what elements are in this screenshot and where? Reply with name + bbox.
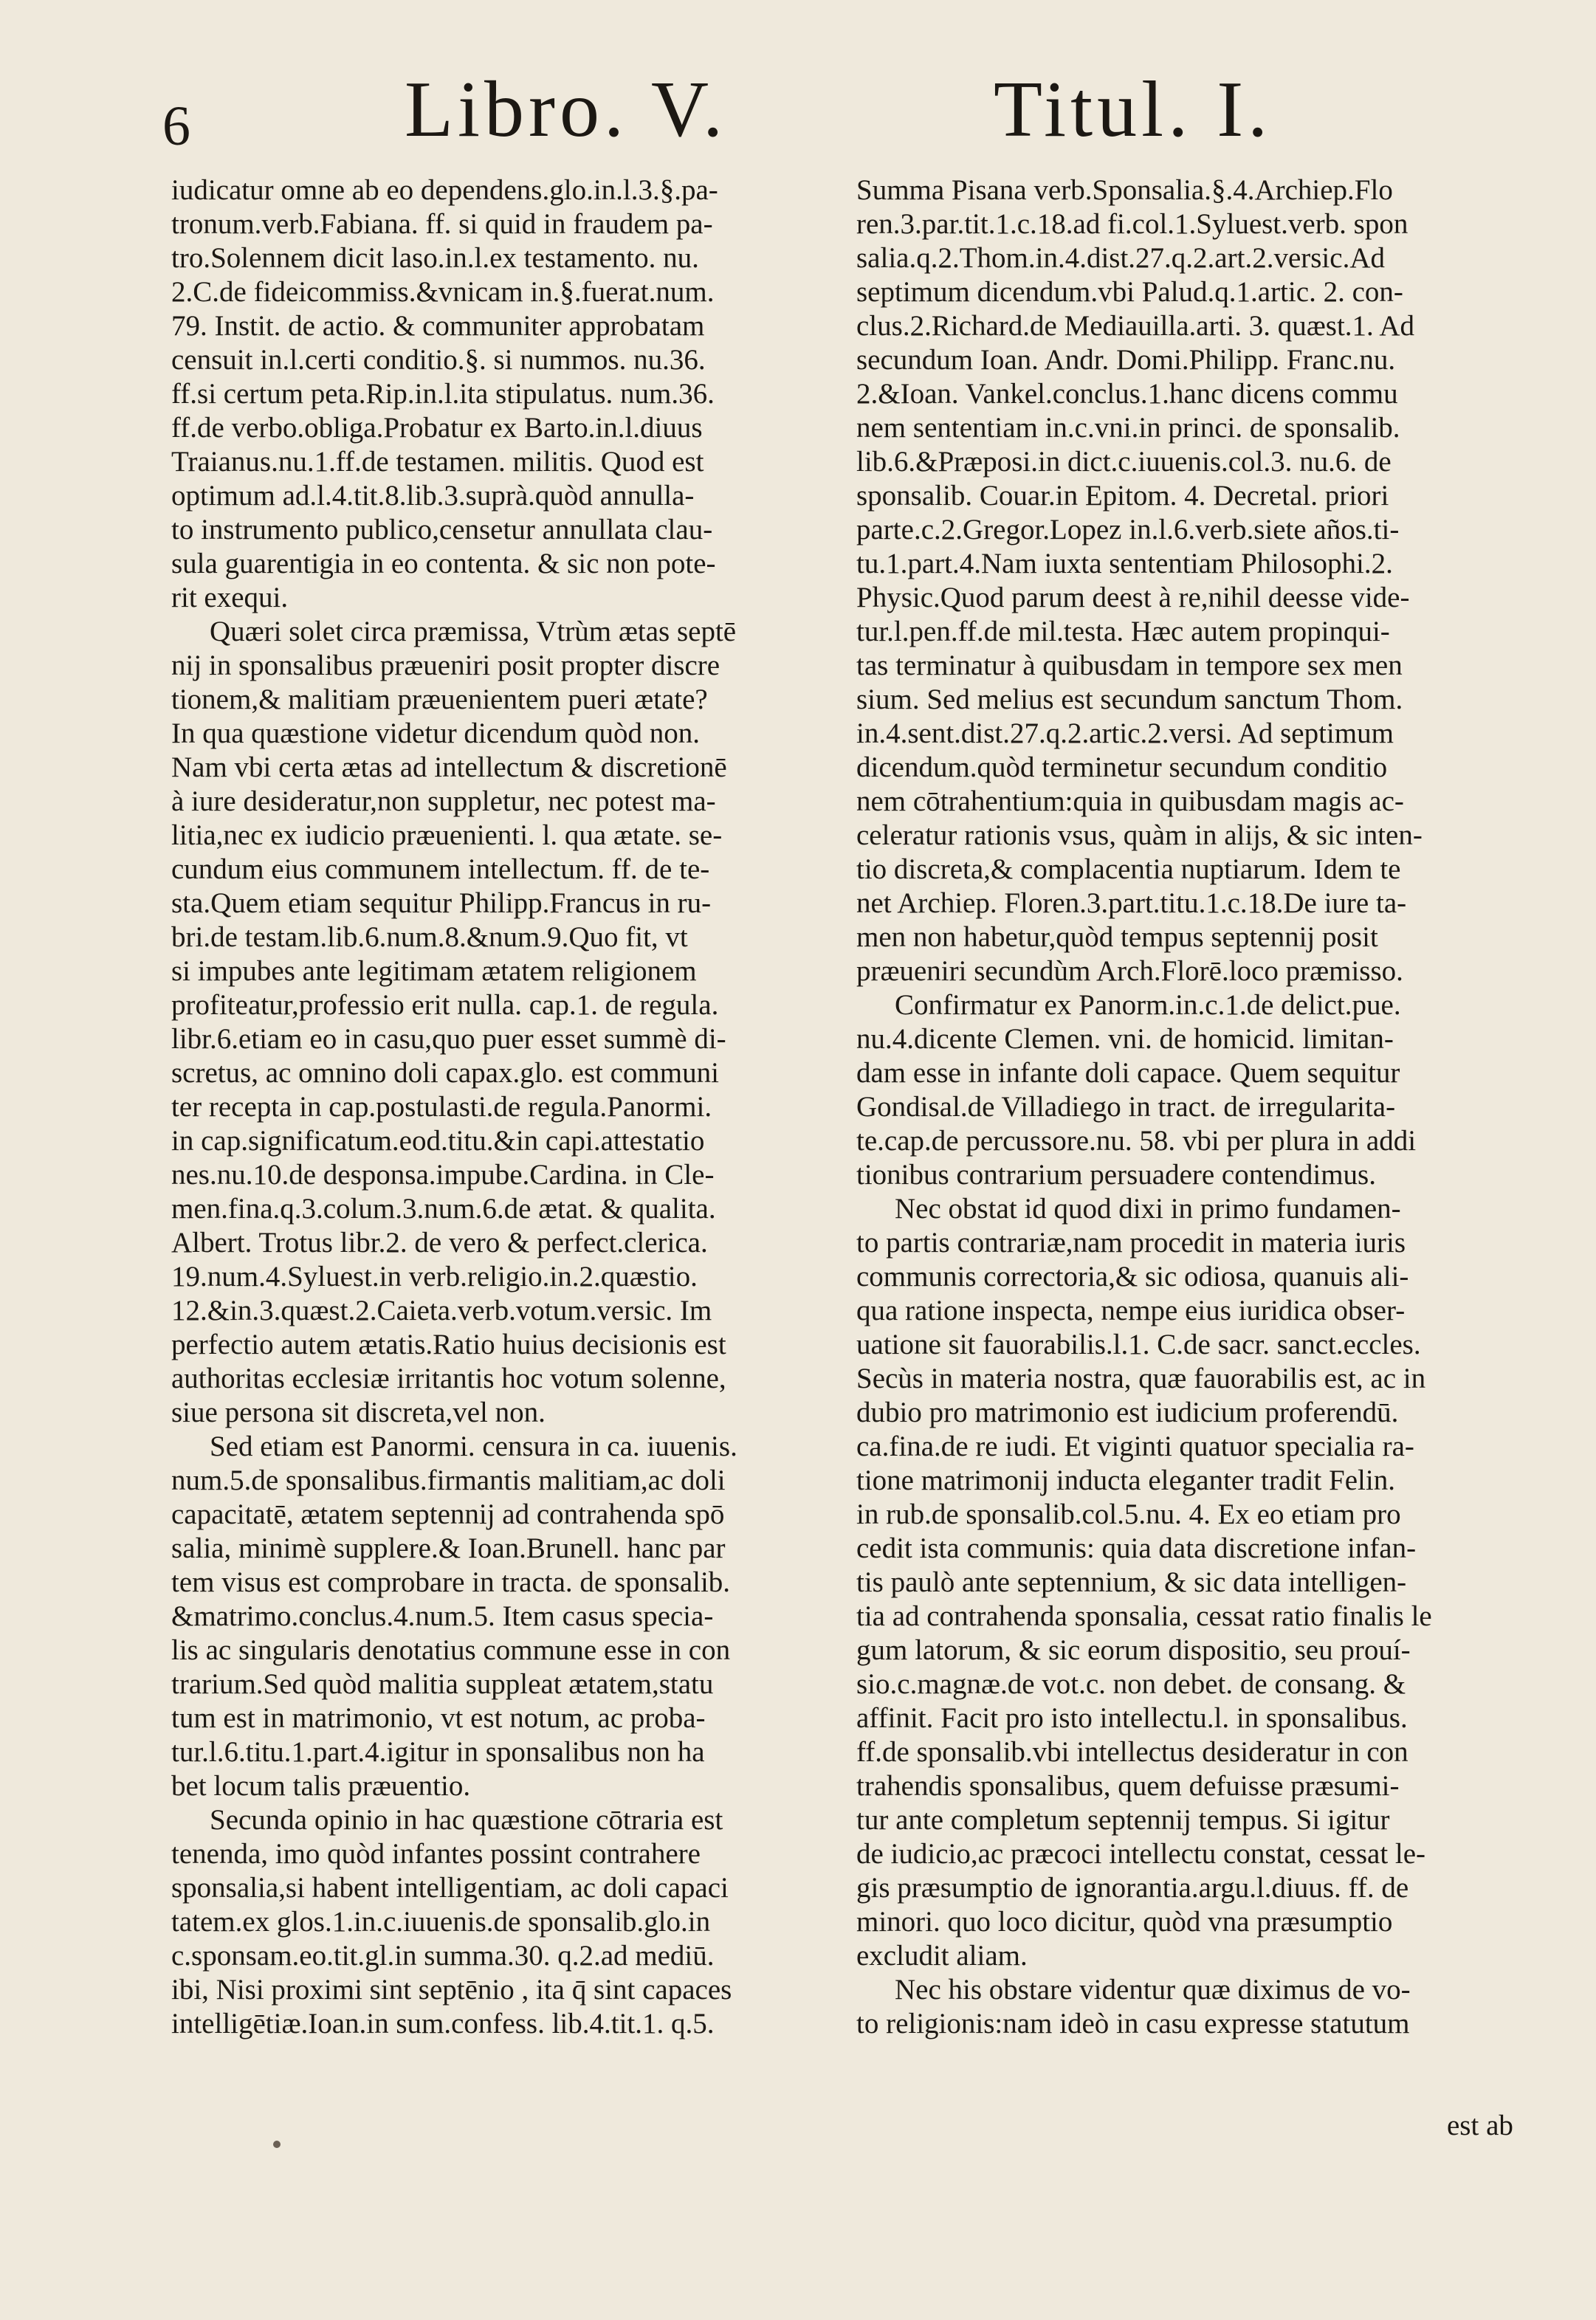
- text-line: minori. quo loco dicitur, quòd vna præsumptio: [856, 1906, 1393, 1938]
- text-line: libr.6.etiam eo in casu,quo puer esset summè di-: [171, 1023, 726, 1055]
- text-line: tro.Solennem dicit laso.in.l.ex testamento. nu.: [171, 242, 699, 274]
- text-line: 2.&Ioan. Vankel.conclus.1.hanc dicens commu: [856, 378, 1398, 410]
- text-line: salia, minimè supplere.& Ioan.Brunell. hanc par: [171, 1532, 726, 1564]
- text-line: to instrumento publico,censetur annullata clau-: [171, 514, 713, 545]
- text-line: tione matrimonij inducta eleganter tradit Felin.: [856, 1464, 1395, 1496]
- text-line: gum latorum, & sic eorum dispositio, seu prouí-: [856, 1634, 1411, 1666]
- text-line: gis præsumptio de ignorantia.argu.l.diuus. ff. de: [856, 1872, 1409, 1904]
- text-line: tu.1.part.4.Nam iuxta sententiam Philosophi.2.: [856, 548, 1393, 579]
- text-line: 12.&in.3.quæst.2.Caieta.verb.votum.versic. Im: [171, 1295, 712, 1326]
- text-line: nem cōtrahentium:quia in quibusdam magis ac-: [856, 785, 1404, 817]
- text-line: tia ad contrahenda sponsalia, cessat ratio finalis le: [856, 1600, 1432, 1632]
- text-line: sium. Sed melius est secundum sanctum Thom.: [856, 684, 1403, 715]
- text-line: 19.num.4.Syluest.in verb.religio.in.2.quæstio.: [171, 1261, 698, 1292]
- text-line: rit exequi.: [171, 582, 289, 613]
- text-line: intelligētiæ.Ioan.in sum.confess. lib.4.tit.1. q.5.: [171, 2008, 715, 2040]
- text-line: dam esse in infante doli capace. Quem sequitur: [856, 1057, 1400, 1089]
- text-line: parte.c.2.Gregor.Lopez in.l.6.verb.siete años.ti-: [856, 514, 1400, 545]
- text-line: trarium.Sed quòd malitia suppleat ætatem,statu: [171, 1668, 714, 1700]
- text-line: to religionis:nam ideò in casu expresse statutum: [856, 2008, 1410, 2040]
- text-line: ibi, Nisi proximi sint septēnio , ita q̄ sint capaces: [171, 1974, 732, 2006]
- text-line: clus.2.Richard.de Mediauilla.arti. 3. quæst.1. Ad: [856, 310, 1415, 342]
- text-line: à iure desideratur,non suppletur, nec potest ma-: [171, 785, 716, 817]
- text-line: secundum Ioan. Andr. Domi.Philipp. Franc.nu.: [856, 344, 1396, 376]
- text-line: scretus, ac omnino doli capax.glo. est communi: [171, 1057, 719, 1089]
- text-line: Secùs in materia nostra, quæ fauorabilis est, ac in: [856, 1363, 1426, 1394]
- text-line: tas terminatur à quibusdam in tempore sex men: [856, 650, 1403, 681]
- text-line: Confirmatur ex Panorm.in.c.1.de delict.pue.: [895, 989, 1401, 1021]
- text-line: litia,nec ex iudicio præuenienti. l. qua ætate. se-: [171, 819, 723, 851]
- text-line: sta.Quem etiam sequitur Philipp.Francus in ru-: [171, 887, 712, 919]
- text-line: tis paulò ante septennium, & sic data intelligen-: [856, 1566, 1407, 1598]
- text-line: celeratur rationis vsus, quàm in alijs, & sic inten-: [856, 819, 1423, 851]
- text-line: tum est in matrimonio, vt est notum, ac proba-: [171, 1702, 706, 1734]
- text-line: tionibus contrarium persuadere contendimus.: [856, 1159, 1376, 1191]
- text-line: to partis contrariæ,nam procedit in materia iuris: [856, 1227, 1406, 1259]
- text-line: men non habetur,quòd tempus septennij posit: [856, 921, 1378, 953]
- text-line: communis correctoria,& sic odiosa, quanuis ali-: [856, 1261, 1409, 1292]
- text-line: salia.q.2.Thom.in.4.dist.27.q.2.art.2.versic.Ad: [856, 242, 1385, 274]
- text-line: Quæri solet circa præmissa, Vtrùm ætas septē: [210, 616, 737, 647]
- text-line: siue persona sit discreta,vel non.: [171, 1397, 546, 1428]
- text-line: uatione sit fauorabilis.l.1. C.de sacr. sanct.eccles.: [856, 1329, 1421, 1360]
- text-line: censuit in.l.certi conditio.§. si nummos. nu.36.: [171, 344, 706, 376]
- text-line: lib.6.&Præposi.in dict.c.iuuenis.col.3. nu.6. de: [856, 446, 1392, 478]
- text-line: Secunda opinio in hac quæstione cōtraria est: [210, 1804, 723, 1836]
- title-heading: Titul. I.: [994, 66, 1273, 154]
- text-line: excludit aliam.: [856, 1940, 1028, 1972]
- text-line: net Archiep. Floren.3.part.titu.1.c.18.De iure ta-: [856, 887, 1407, 919]
- text-line: dubio pro matrimonio est iudicium proferendū.: [856, 1397, 1399, 1428]
- left-column: [171, 173, 832, 2041]
- text-line: Sed etiam est Panormi. censura in ca. iuuenis.: [210, 1431, 737, 1462]
- text-line: in rub.de sponsalib.col.5.nu. 4. Ex eo etiam pro: [856, 1498, 1401, 1530]
- text-line: 2.C.de fideicommiss.&vnicam in.§.fuerat.num.: [171, 276, 715, 308]
- text-line: ff.de sponsalib.vbi intellectus desideratur in con: [856, 1736, 1408, 1768]
- text-line: tur.l.pen.ff.de mil.testa. Hæc autem propinqui-: [856, 616, 1390, 647]
- text-line: Albert. Trotus libr.2. de vero & perfect.clerica.: [171, 1227, 708, 1259]
- text-line: Nam vbi certa ætas ad intellectum & discretionē: [171, 751, 727, 783]
- text-line: Traianus.nu.1.ff.de testamen. militis. Quod est: [171, 446, 704, 478]
- text-line: perfectio autem ætatis.Ratio huius decisionis est: [171, 1329, 726, 1360]
- text-line: septimum dicendum.vbi Palud.q.1.artic. 2. con-: [856, 276, 1403, 308]
- text-line: nu.4.dicente Clemen. vni. de homicid. limitan-: [856, 1023, 1394, 1055]
- text-line: tronum.verb.Fabiana. ff. si quid in fraudem pa-: [171, 208, 713, 240]
- text-line: qua ratione inspecta, nempe eius iuridica obser-: [856, 1295, 1406, 1326]
- text-line: ff.de verbo.obliga.Probatur ex Barto.in.l.diuus: [171, 412, 703, 444]
- text-line: præueniri secundùm Arch.Florē.loco præmisso.: [856, 955, 1403, 987]
- text-line: tionem,& malitiam præuenientem pueri ætate?: [171, 684, 708, 715]
- text-line: ff.si certum peta.Rip.in.l.ita stipulatus. num.36.: [171, 378, 715, 410]
- text-line: in.4.sent.dist.27.q.2.artic.2.versi. Ad septimum: [856, 717, 1394, 749]
- text-line: capacitatē, ætatem septennij ad contrahenda spō: [171, 1498, 725, 1530]
- text-line: ca.fina.de re iudi. Et viginti quatuor specialia ra-: [856, 1431, 1414, 1462]
- text-line: c.sponsam.eo.tit.gl.in summa.30. q.2.ad mediū.: [171, 1940, 715, 1972]
- text-line: sula guarentigia in eo contenta. & sic non pote-: [171, 548, 716, 579]
- text-line: in cap.significatum.eod.titu.&in capi.attestatio: [171, 1125, 705, 1157]
- running-header: [0, 66, 1596, 159]
- right-column: [856, 173, 1517, 2041]
- text-line: sponsalia,si habent intelligentiam, ac doli capaci: [171, 1872, 729, 1904]
- text-line: de iudicio,ac præcoci intellectu constat, cessat le-: [856, 1838, 1426, 1870]
- text-line: bri.de testam.lib.6.num.8.&num.9.Quo fit, vt: [171, 921, 688, 953]
- text-line: affinit. Facit pro isto intellectu.l. in sponsalibus.: [856, 1702, 1408, 1734]
- text-line: tatem.ex glos.1.in.c.iuuenis.de sponsalib.glo.in: [171, 1906, 711, 1938]
- text-line: ren.3.par.tit.1.c.18.ad fi.col.1.Syluest.verb. spon: [856, 208, 1408, 240]
- catchword: est ab: [1447, 2110, 1513, 2141]
- text-line: nem sententiam in.c.vni.in princi. de sponsalib.: [856, 412, 1400, 444]
- text-line: nij in sponsalibus præueniri posit propter discre: [171, 650, 720, 681]
- text-line: dicendum.quòd terminetur secundum conditio: [856, 751, 1388, 783]
- text-line: cedit ista communis: quia data discretione infan-: [856, 1532, 1417, 1564]
- text-line: te.cap.de percussore.nu. 58. vbi per plura in addi: [856, 1125, 1417, 1157]
- text-line: In qua quæstione videtur dicendum quòd non.: [171, 717, 700, 749]
- text-line: tio discreta,& complacentia nuptiarum. Idem te: [856, 853, 1401, 885]
- text-line: tur.l.6.titu.1.part.4.igitur in sponsalibus non ha: [171, 1736, 705, 1768]
- text-line: si impubes ante legitimam ætatem religionem: [171, 955, 697, 987]
- text-line: cundum eius communem intellectum. ff. de te-: [171, 853, 710, 885]
- text-line: tem visus est comprobare in tracta. de sponsalib.: [171, 1566, 731, 1598]
- text-line: &matrimo.conclus.4.num.5. Item casus specia-: [171, 1600, 714, 1632]
- book-title: Libro. V.: [405, 66, 728, 154]
- text-line: Summa Pisana verb.Sponsalia.§.4.Archiep.Flo: [856, 174, 1393, 206]
- text-line: Nec obstat id quod dixi in primo fundamen-: [895, 1193, 1401, 1225]
- text-line: tenenda, imo quòd infantes possint contrahere: [171, 1838, 701, 1870]
- text-line: profiteatur,professio erit nulla. cap.1. de regula.: [171, 989, 719, 1021]
- text-line: Physic.Quod parum deest à re,nihil deesse vide-: [856, 582, 1410, 613]
- text-line: men.fina.q.3.colum.3.num.6.de ætat. & qualita.: [171, 1193, 716, 1225]
- page-number: 6: [162, 95, 190, 157]
- text-line: Nec his obstare videntur quæ diximus de vo-: [895, 1974, 1411, 2006]
- ink-dot: [273, 2141, 281, 2148]
- text-line: Gondisal.de Villadiego in tract. de irregularita-: [856, 1091, 1396, 1123]
- text-line: optimum ad.l.4.tit.8.lib.3.suprà.quòd annulla-: [171, 480, 695, 512]
- text-line: authoritas ecclesiæ irritantis hoc votum solenne,: [171, 1363, 726, 1394]
- text-line: ter recepta in cap.postulasti.de regula.Panormi.: [171, 1091, 712, 1123]
- text-line: sponsalib. Couar.in Epitom. 4. Decretal. priori: [856, 480, 1389, 512]
- text-line: iudicatur omne ab eo dependens.glo.in.l.3.§.pa-: [171, 174, 718, 206]
- text-line: sio.c.magnæ.de vot.c. non debet. de consang. &: [856, 1668, 1406, 1700]
- text-line: 79. Instit. de actio. & communiter approbatam: [171, 310, 705, 342]
- text-line: trahendis sponsalibus, quem defuisse præsumi-: [856, 1770, 1400, 1802]
- text-line: num.5.de sponsalibus.firmantis malitiam,ac doli: [171, 1464, 726, 1496]
- text-line: lis ac singularis denotatius commune esse in con: [171, 1634, 731, 1666]
- text-line: nes.nu.10.de desponsa.impube.Cardina. in Cle-: [171, 1159, 715, 1191]
- text-line: tur ante completum septennij tempus. Si igitur: [856, 1804, 1390, 1836]
- text-line: bet locum talis præuentio.: [171, 1770, 471, 1802]
